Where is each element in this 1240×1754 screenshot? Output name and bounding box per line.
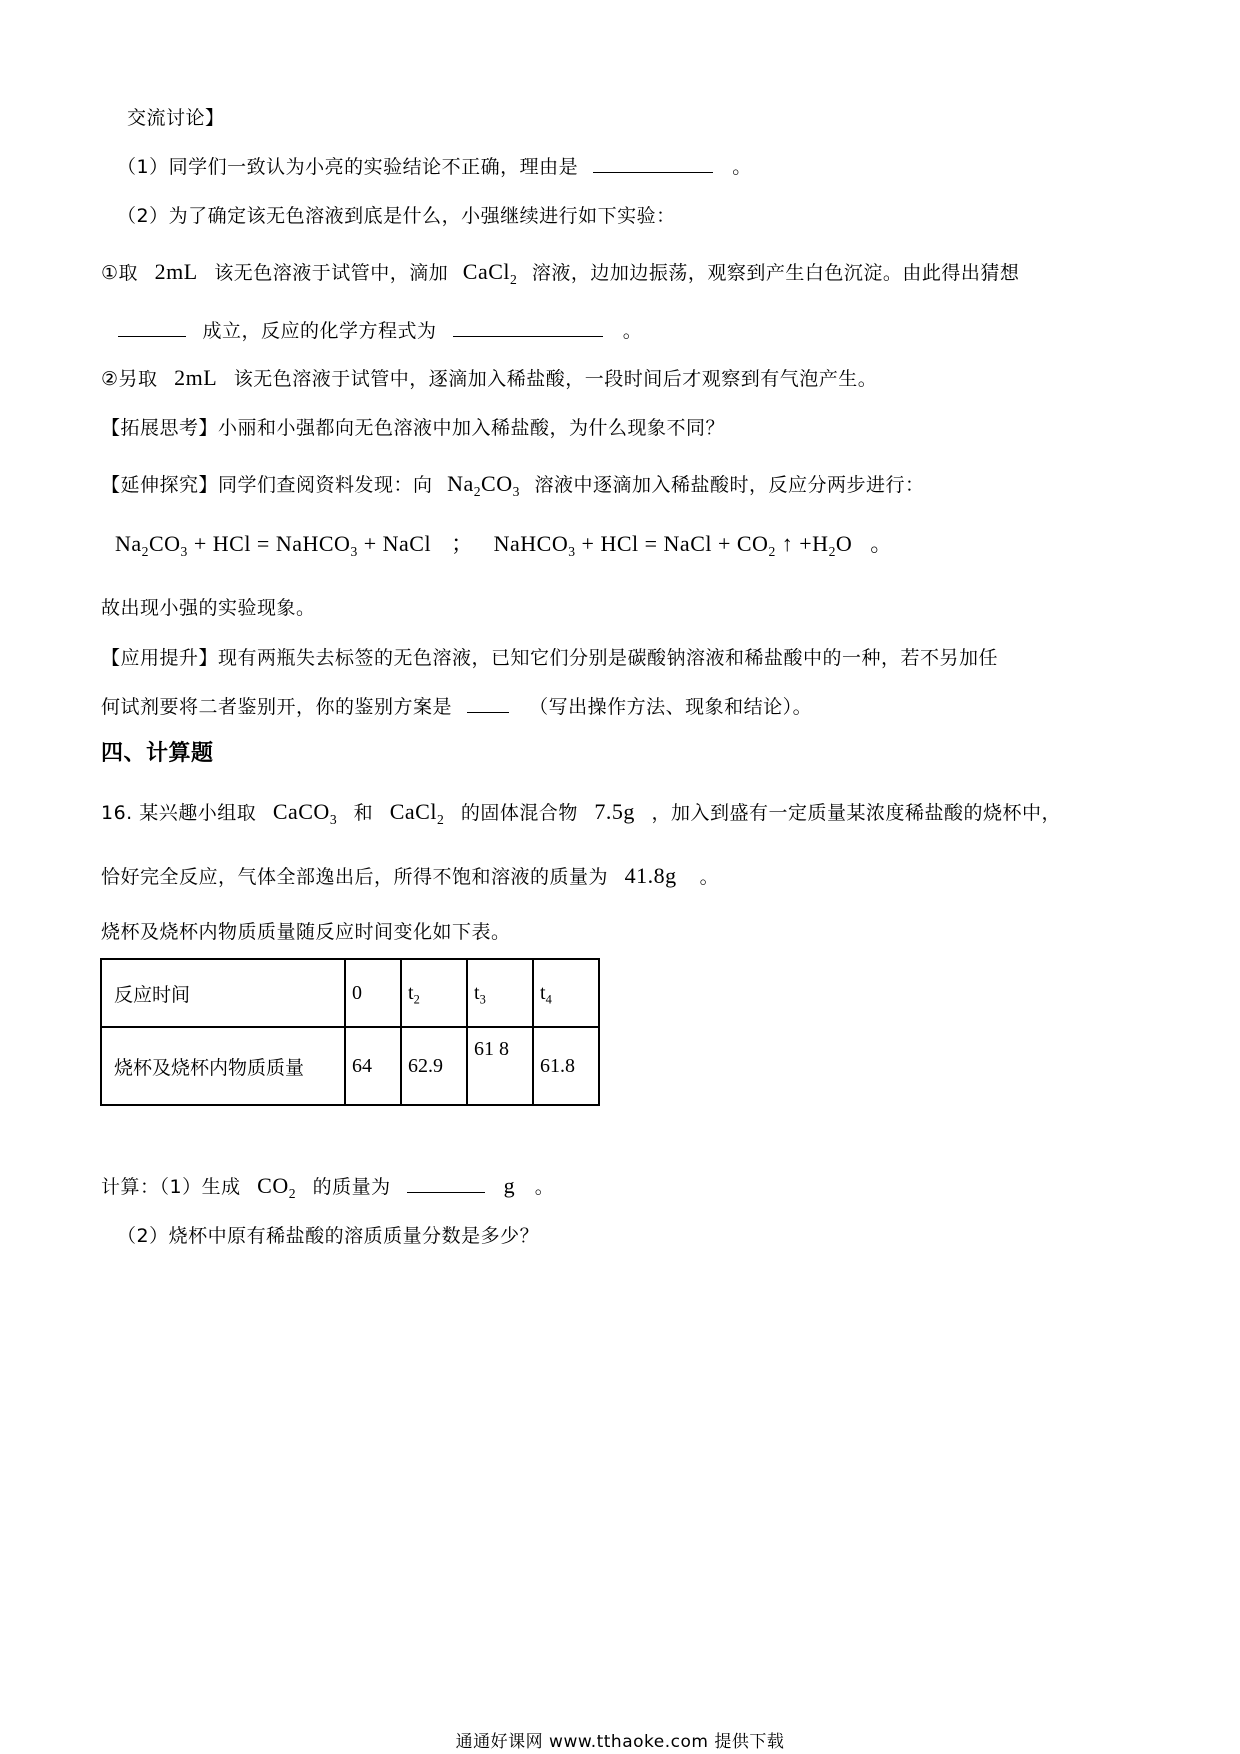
apply-line-1: 【应用提升】现有两瓶失去标签的无色溶液，已知它们分别是碳酸钠溶液和稀盐酸中的一种，若不另加任 [101, 647, 999, 669]
table-cell: $t_2$ [401, 959, 467, 1027]
unit: g [503, 1173, 516, 1198]
section-discussion-label: 交流讨论】 [127, 107, 225, 129]
question-2-intro: （2）为了确定该无色溶液到底是什么，小强继续进行如下实验： [117, 205, 676, 227]
step-1-line [101, 260, 1019, 285]
step-2-text: 该无色溶液于试管中，逐滴加入稀盐酸，一段时间后才观察到有气泡产生。 [233, 368, 878, 390]
period: 。 [719, 156, 752, 178]
period: 。 [521, 1176, 555, 1198]
question-16-and: 和 [353, 802, 374, 824]
formula-co2: $CO_2$ [257, 1173, 297, 1201]
separator: ； [451, 531, 474, 556]
calc-question-2: （2）烧杯中原有稀盐酸的溶质质量分数是多少？ [117, 1225, 540, 1247]
equation-1: $Na_2CO_3$ + HCl = NaHCO$_3$ + NaCl [115, 531, 432, 559]
table-cell: $t_3$ [467, 959, 533, 1027]
question-16-text: 16. 某兴趣小组取 [101, 802, 257, 824]
formula-cacl2: CaCl$_2$ [389, 799, 445, 827]
answer-blank [467, 694, 509, 713]
answer-blank [453, 318, 603, 337]
period: 。 [693, 866, 720, 888]
mass-time-table [100, 958, 600, 1106]
section-heading: 四、计算题 [101, 741, 214, 766]
step-1-prefix: ①取 [101, 262, 139, 284]
period: 。 [609, 320, 643, 342]
formula-na2co3: $Na_2CO_3$ [447, 471, 520, 499]
period: 。 [870, 531, 893, 556]
question-1 [117, 154, 752, 179]
calc-1-text: 计算：（1）生成 [101, 1176, 241, 1198]
table-row [101, 1027, 599, 1105]
extend-explore-text: 【延伸探究】同学们查阅资料发现：向 [101, 474, 433, 496]
answer-blank [593, 154, 713, 173]
question-16-text-3: ，加入到盛有一定质量某浓度稀盐酸的烧杯中， [651, 802, 1061, 824]
extend-think: 【拓展思考】小丽和小强都向无色溶液中加入稀盐酸，为什么现象不同？ [101, 417, 726, 439]
extend-explore [101, 472, 924, 497]
table-cell: 0 [345, 959, 401, 1027]
table-row-label: 烧杯及烧杯内物质质量 [101, 1027, 345, 1105]
solution-mass: 41.8g [624, 863, 677, 888]
table-cell: 62.9 [401, 1027, 467, 1105]
answer-blank [407, 1174, 485, 1193]
reaction-equations [115, 531, 893, 559]
answer-blank [118, 318, 186, 337]
volume: 2mL [174, 365, 218, 390]
step-2-line [101, 366, 877, 391]
table-intro: 烧杯及烧杯内物质质量随反应时间变化如下表。 [101, 921, 511, 943]
calc-1-text-2: 的质量为 [312, 1176, 391, 1198]
table-cell: 61 8 [467, 1027, 533, 1105]
table-row [101, 959, 599, 1027]
question-16-text-2: 的固体混合物 [460, 802, 578, 824]
question-16-line-2 [101, 864, 719, 889]
step-2-prefix: ②另取 [101, 368, 158, 390]
table-cell: 64 [345, 1027, 401, 1105]
footer-credit: 通通好课网 www.tthaoke.com 提供下载 [455, 1732, 785, 1752]
mixture-mass: 7.5g [594, 799, 635, 824]
extend-explore-text-2: 溶液中逐滴加入稀盐酸时，反应分两步进行： [534, 474, 925, 496]
apply-line-2 [101, 694, 812, 719]
conclusion: 故出现小强的实验现象。 [101, 597, 316, 619]
volume: 2mL [154, 259, 198, 284]
question-16-text-4: 恰好完全反应，气体全部逸出后，所得不饱和溶液的质量为 [101, 866, 609, 888]
calc-question-1 [101, 1174, 554, 1199]
question-16-line-1 [101, 800, 1061, 825]
apply-text-2: （写出操作方法、现象和结论）。 [529, 696, 813, 718]
formula-cacl2: CaCl$_2$ [462, 259, 518, 287]
step-1-line-2 [118, 318, 642, 343]
table-cell: 61.8 [533, 1027, 599, 1105]
table-cell: $t_4$ [533, 959, 599, 1027]
step-1-text-3: 成立，反应的化学方程式为 [202, 320, 437, 342]
equation-2: NaHCO$_3$ + HCl = NaCl + $CO_2$ ↑ $+H_2O$ [493, 531, 853, 559]
question-1-text: （1）同学们一致认为小亮的实验结论不正确，理由是 [117, 156, 579, 178]
step-1-text: 该无色溶液于试管中，滴加 [214, 262, 449, 284]
formula-caco3: CaCO$_3$ [272, 799, 338, 827]
table-row-label: 反应时间 [101, 959, 345, 1027]
apply-text: 何试剂要将二者鉴别开，你的鉴别方案是 [101, 696, 453, 718]
step-1-text-2: 溶液，边加边振荡，观察到产生白色沉淀。由此得出猜想 [531, 262, 1020, 284]
